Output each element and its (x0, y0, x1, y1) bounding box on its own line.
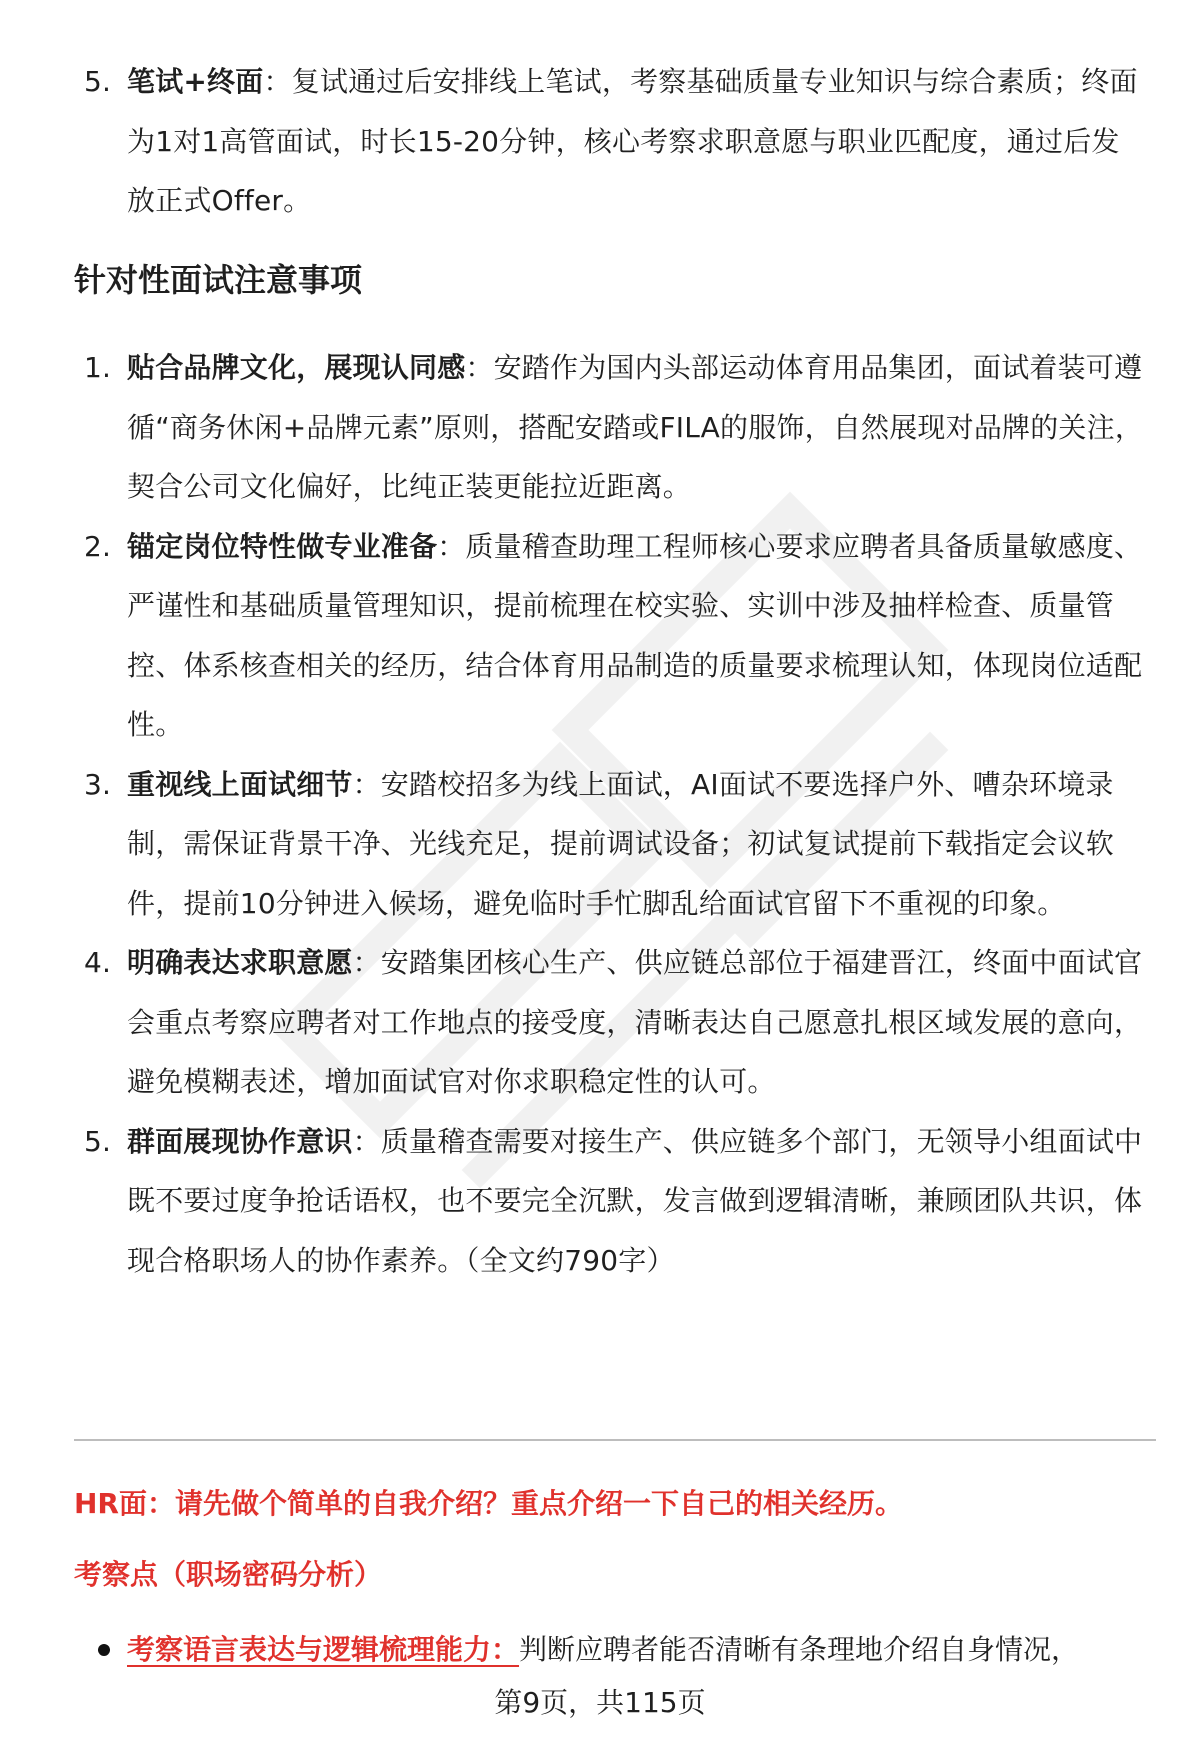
list-item (74, 755, 1144, 934)
list-item-text (127, 65, 1138, 217)
list-item-body: ：安踏集团核心生产、供应链总部位于福建晋江，终面中面试官会重点考察应聘者对工作地点的接受度，清晰表达自己愿意扎根区域发展的意向，避免模糊表述，增加面试官对你求职稳定性的认可。 (127, 946, 1143, 1098)
list-item-text (127, 1125, 1142, 1277)
section-divider (74, 1439, 1156, 1441)
list-item (74, 933, 1144, 1112)
list-item-text (127, 351, 1143, 503)
process-step-5 (74, 52, 1144, 231)
list-item-text (127, 530, 1142, 742)
page-number: 第9页，共115页 (494, 1686, 706, 1719)
list-item-body: ：质量稽查助理工程师核心要求应聘者具备质量敏感度、严谨性和基础质量管理知识，提前梳理在校实验、实训中涉及抽样检查、质量管控、体系核查相关的经历，结合体育用品制造的质量要求梳理认知，体现岗位适配性。 (127, 529, 1143, 741)
list-number: 3. (84, 767, 112, 801)
list-item (74, 338, 1144, 517)
list-item-text (127, 768, 1114, 920)
list-number: 5. (84, 1124, 112, 1158)
list-item-bold-label: 重视线上面试细节 (127, 767, 353, 801)
list-item-bold-label: 明确表达求职意愿 (127, 946, 353, 979)
list-item (74, 1112, 1144, 1291)
bullet-label: 考察语言表达与逻辑梳理能力： (127, 1633, 520, 1666)
list-number: 5. (84, 65, 112, 98)
list-item (74, 517, 1144, 755)
hr-question-heading: HR面：请先做个简单的自我介绍？重点介绍一下自己的相关经历。 (74, 1487, 903, 1520)
bullet-text (127, 1630, 1079, 1670)
tips-list (74, 338, 1144, 1290)
list-item-body: ：安踏作为国内头部运动体育用品集团，面试着装可遵循“商务休闲+品牌元素”原则，搭配安踏或FILA的服饰，自然展现对品牌的关注，契合公司文化偏好，比纯正装更能拉近距离。 (127, 351, 1144, 503)
list-item-bold-label: 群面展现协作意识 (127, 1124, 353, 1158)
section-title: 针对性面试注意事项 (74, 261, 363, 299)
list-item-text (127, 946, 1142, 1098)
list-number: 1. (84, 351, 112, 384)
bullet-dot-icon (98, 1644, 110, 1656)
list-item-bold-label: 贴合品牌文化，展现认同感 (127, 351, 466, 384)
list-item-body: ：质量稽查需要对接生产、供应链多个部门，无领导小组面试中既不要过度争抢话语权，也不要完全沉默，发言做到逻辑清晰，兼顾团队共识，体现合格职场人的协作素养。（全文约790字） (127, 1124, 1143, 1277)
bullet-body: 判断应聘者能否清晰有条理地介绍自身情况， (519, 1633, 1080, 1666)
list-item-body: ：安踏校招多为线上面试，AI面试不要选择户外、嘈杂环境录制，需保证背景干净、光线充足，提前调试设备；初试复试提前下载指定会议软件，提前10分钟进入候场，避免临时手忙脚乱给面试官留下不重视的印象。 (127, 767, 1115, 920)
list-item-body: ：复试通过后安排线上笔试，考察基础质量专业知识与综合素质；终面为1对1高管面试，时长15-20分钟，核心考察求职意愿与职业匹配度，通过后发放正式Offer。 (127, 65, 1138, 217)
analysis-heading: 考察点（职场密码分析） (74, 1558, 383, 1591)
list-item-bold-label: 笔试+终面 (127, 65, 264, 98)
list-number: 2. (84, 529, 112, 563)
list-item (74, 52, 1144, 231)
list-number: 4. (84, 946, 112, 979)
list-item-bold-label: 锚定岗位特性做专业准备 (127, 529, 438, 563)
